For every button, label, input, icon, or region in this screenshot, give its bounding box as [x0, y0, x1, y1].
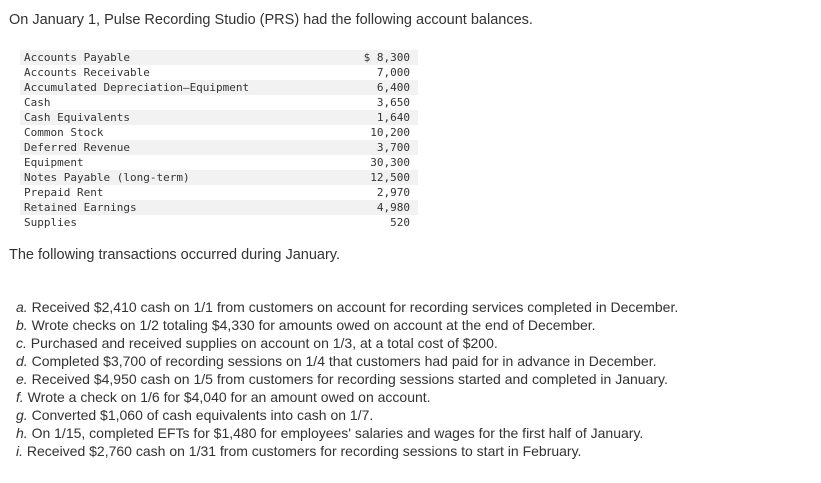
transaction-text: Received $2,760 cash on 1/31 from customers for recording sessions to start in February. — [23, 443, 582, 459]
account-name: Cash — [24, 96, 51, 109]
balance-row — [20, 215, 418, 230]
balance-row — [20, 155, 418, 170]
balance-row — [20, 80, 418, 95]
transaction-item — [16, 334, 816, 352]
intro-text: On January 1, Pulse Recording Studio (PRS) had the following account balances. — [9, 12, 533, 28]
balance-row — [20, 185, 418, 200]
account-name: Retained Earnings — [24, 201, 137, 214]
account-name: Common Stock — [24, 126, 104, 139]
account-amount: 3,650 — [376, 96, 410, 109]
account-amount: 6,400 — [376, 81, 410, 94]
account-name: Prepaid Rent — [24, 186, 104, 199]
balance-row — [20, 125, 418, 140]
account-amount: $ 8,300 — [363, 51, 410, 64]
transaction-item — [16, 352, 816, 370]
transaction-letter: g. — [16, 407, 28, 423]
transaction-text: Wrote checks on 1/2 totaling $4,330 for amounts owed on account at the end of December. — [27, 317, 596, 333]
transaction-item — [16, 370, 816, 388]
balance-row — [20, 65, 418, 80]
transactions-intro: The following transactions occurred during January. — [9, 247, 340, 263]
transaction-letter: e. — [16, 371, 28, 387]
transaction-letter: d. — [16, 353, 28, 369]
transaction-item — [16, 298, 816, 316]
transaction-text: Wrote a check on 1/6 for $4,040 for an amount owed on account. — [23, 389, 431, 405]
account-amount: 10,200 — [370, 126, 410, 139]
account-amount: 4,980 — [376, 201, 410, 214]
account-name: Accounts Payable — [24, 51, 130, 64]
transaction-text: Completed $3,700 of recording sessions on 1/4 that customers had paid for in advance in December. — [27, 353, 657, 369]
transaction-item — [16, 424, 816, 442]
account-name: Notes Payable (long-term) — [24, 171, 190, 184]
account-balances-table — [20, 50, 418, 230]
transaction-item — [16, 316, 816, 334]
account-amount: 30,300 — [370, 156, 410, 169]
transaction-letter: b. — [16, 317, 28, 333]
account-amount: 1,640 — [376, 111, 410, 124]
transaction-letter: i. — [16, 443, 23, 459]
transaction-text: Purchased and received supplies on account on 1/3, at a total cost of $200. — [26, 335, 498, 351]
account-amount: 12,500 — [370, 171, 410, 184]
balance-row — [20, 200, 418, 215]
transaction-item — [16, 442, 816, 460]
account-name: Accounts Receivable — [24, 66, 150, 79]
transactions-list — [16, 298, 816, 460]
transaction-text: Converted $1,060 of cash equivalents into cash on 1/7. — [27, 407, 374, 423]
account-name: Accumulated Depreciation—Equipment — [24, 81, 250, 94]
balance-row — [20, 140, 418, 155]
transaction-text: Received $4,950 cash on 1/5 from customers for recording sessions started and completed in January. — [27, 371, 668, 387]
balance-row — [20, 170, 418, 185]
balance-row — [20, 110, 418, 125]
transaction-item — [16, 406, 816, 424]
balance-row — [20, 50, 418, 65]
transaction-letter: c. — [16, 335, 27, 351]
transaction-letter: a. — [16, 299, 28, 315]
transaction-letter: f. — [16, 389, 24, 405]
account-name: Deferred Revenue — [24, 141, 130, 154]
transaction-text: On 1/15, completed EFTs for $1,480 for employees' salaries and wages for the first half of January. — [27, 425, 644, 441]
account-name: Cash Equivalents — [24, 111, 130, 124]
account-name: Equipment — [24, 156, 84, 169]
balance-row — [20, 95, 418, 110]
account-amount: 2,970 — [376, 186, 410, 199]
account-name: Supplies — [24, 216, 77, 229]
account-amount: 520 — [390, 216, 410, 229]
transaction-letter: h. — [16, 425, 28, 441]
transaction-item — [16, 388, 816, 406]
transaction-text: Received $2,410 cash on 1/1 from customers on account for recording services completed in December. — [27, 299, 679, 315]
account-amount: 7,000 — [376, 66, 410, 79]
account-amount: 3,700 — [376, 141, 410, 154]
